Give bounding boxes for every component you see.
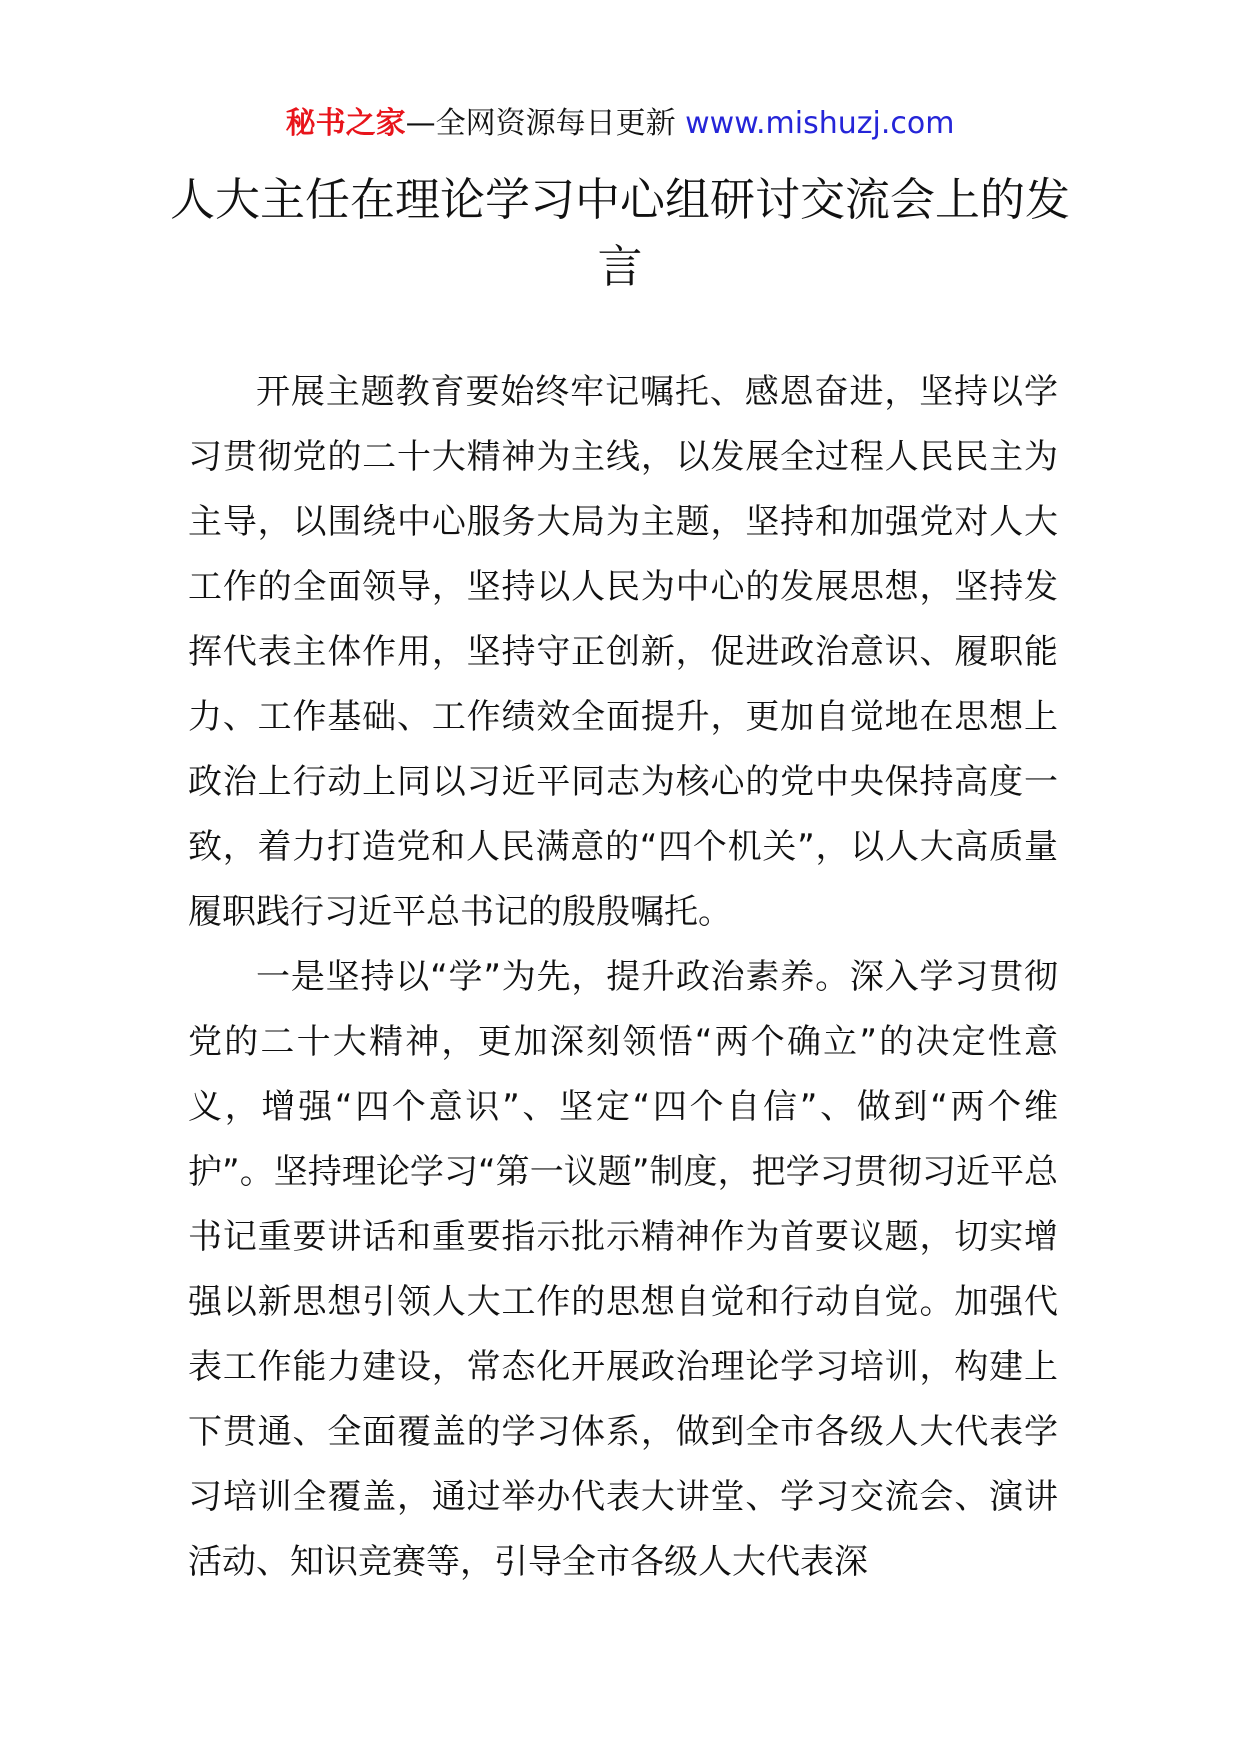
site-header [0,104,1240,144]
body-paragraph: 开展主题教育要始终牢记嘱托、感恩奋进，坚持以学习贯彻党的二十大精神为主线，以发展全过程人民民主为主导，以围绕中心服务大局为主题，坚持和加强党对人大工作的全面领导，坚持以人民为中心的发展思想，坚持发挥代表主体作用，坚持守正创新，促进政治意识、履职能力、工作基础、工作绩效全面提升，更加自觉地在思想上政治上行动上同以习近平同志为核心的党中央保持高度一致，着力打造党和人民满意的“四个机关”，以人大高质量履职践行习近平总书记的殷殷嘱托。 [188,372,1058,932]
document-body [188,360,1058,1595]
document-title: 人大主任在理论学习中心组研讨交流会上的发言 [169,173,1070,293]
body-paragraph: 一是坚持以“学”为先，提升政治素养。深入学习贯彻党的二十大精神，更加深刻领悟“两个确立”的决定性意义，增强“四个意识”、坚定“四个自信”、做到“两个维护”。坚持理论学习“第一议题”制度，把学习贯彻习近平总书记重要讲话和重要指示批示精神作为首要议题，切实增强以新思想引领人大工作的思想自觉和行动自觉。加强代表工作能力建设，常态化开展政治理论学习培训，构建上下贯通、全面覆盖的学习体系，做到全市各级人大代表学习培训全覆盖，通过举办代表大讲堂、学习交流会、演讲活动、知识竞赛等，引导全市各级人大代表深 [188,957,1058,1582]
site-brand: 秘书之家 [285,106,406,141]
site-tagline: —全网资源每日更新 [405,106,686,141]
site-url-link[interactable]: www.mishuzj.com [685,106,955,141]
